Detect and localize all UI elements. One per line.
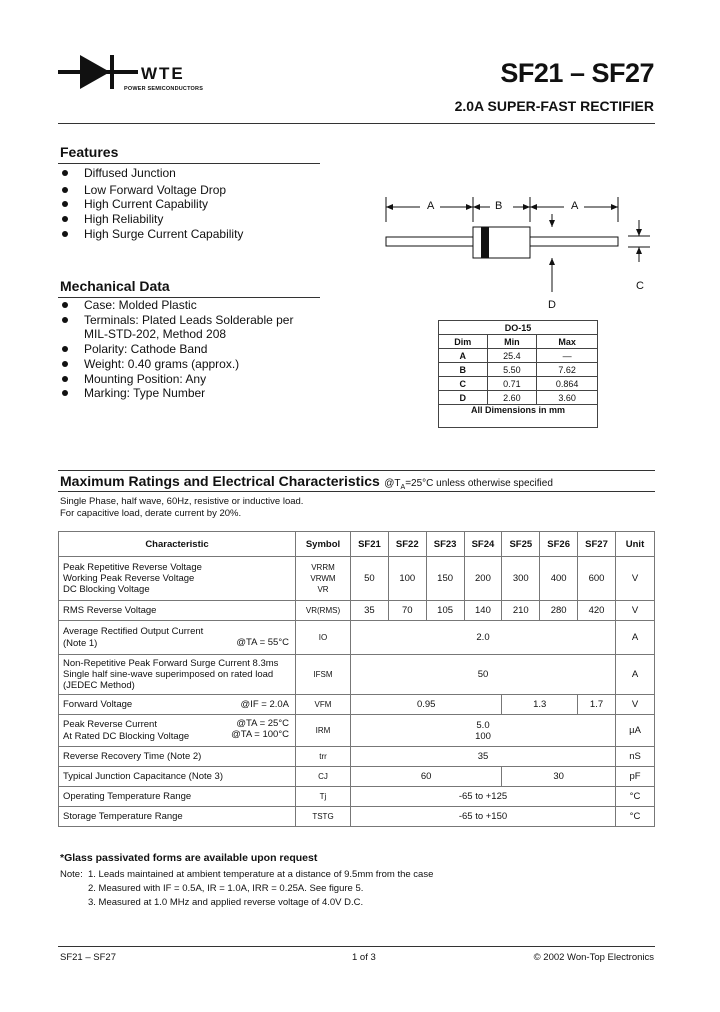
dim-table-title: DO-15 [439,321,598,335]
dim-cell: 7.62 [537,363,598,377]
condition-text: @TA = 100°C [231,729,289,740]
dim-cell: D [439,391,488,405]
dim-cell: 5.50 [487,363,537,377]
mechanical-title: Mechanical Data [60,278,170,294]
value-cell: 1.7 [578,695,616,715]
dim-header: Max [537,335,598,349]
characteristic-cell: Typical Junction Capacitance (Note 3) [59,767,296,787]
header-rule [58,123,655,124]
ratings-note-1: Single Phase, half wave, 60Hz, resistive or inductive load. [60,496,304,507]
lead-right [530,237,618,246]
table-row [439,349,598,363]
ratings-note-2: For capacitive load, derate current by 20%. [60,508,242,519]
condition-text: @IF = 2.0A [240,698,289,710]
table-row [439,377,598,391]
dim-table-footer: All Dimensions in mm [439,405,598,428]
value-cell: 50 [351,557,389,601]
value-cell [351,715,616,747]
cell-line: DC Blocking Voltage [63,584,150,596]
value-cell: 200 [464,557,502,601]
list-item: High Reliability [60,212,243,227]
table-row [59,747,655,767]
dim-label-a-right: A [571,200,579,212]
list-item: Weight: 0.40 grams (approx.) [60,357,293,372]
table-row [59,807,655,827]
cell-line: Working Peak Reverse Voltage [63,572,195,584]
page-title: SF21 – SF27 [500,58,654,88]
unit-cell: V [616,557,655,601]
lead-left [386,237,473,246]
note-label: Note: [60,869,83,880]
cell-line: Peak Reverse Current [63,719,157,731]
list-item: Diffused Junction [60,166,243,181]
unit-cell: nS [616,747,655,767]
list-item: High Current Capability [60,197,243,212]
condition-text: @TA = 25°C [236,718,289,729]
table-row [59,601,655,621]
note-2: 2. Measured with IF = 0.5A, IR = 1.0A, IRR = 0.25A. See figure 5. [88,883,364,894]
cond-sub: A [400,484,406,491]
value-cell: 1.3 [502,695,578,715]
list-item: High Surge Current Capability [60,227,243,242]
col-header: Characteristic [59,532,296,557]
col-header: SF25 [502,532,540,557]
col-header: Unit [616,532,655,557]
col-header: SF24 [464,532,502,557]
characteristic-cell: Reverse Recovery Time (Note 2) [59,747,296,767]
features-rule [58,163,320,164]
cell-line: VR [317,585,329,594]
value-cell: -65 to +125 [351,787,616,807]
ratings-heading [60,473,553,491]
features-title: Features [60,144,119,160]
table-header-row [59,532,655,557]
table-row [439,363,598,377]
value-cell: -65 to +150 [351,807,616,827]
cell-line: Peak Repetitive Reverse Voltage [63,561,202,573]
dim-label-c: C [636,280,644,292]
list-item: Mounting Position: Any [60,372,293,387]
note-3: 3. Measured at 1.0 MHz and applied reverse voltage of 4.0V D.C. [88,897,364,908]
value-cell: 400 [540,557,578,601]
cond-pre: @T [384,478,401,489]
symbol-cell: IFSM [296,655,351,695]
value-cell: 140 [464,601,502,621]
value-cell: 600 [578,557,616,601]
value-cell: 60 [351,767,502,787]
symbol-cell: trr [296,747,351,767]
characteristic-cell [59,621,296,655]
unit-cell: °C [616,787,655,807]
dim-label-b: B [495,200,503,212]
cell-line: (Note 1) [63,637,98,649]
features-list [60,166,243,242]
ratings-top-rule [58,470,655,471]
table-row [59,621,655,655]
col-header: Symbol [296,532,351,557]
cond-post: =25°C unless otherwise specified [405,478,553,489]
dim-cell: 0.864 [537,377,598,391]
unit-cell: pF [616,767,655,787]
cell-line: Single half sine-wave superimposed on rated load [63,668,274,680]
characteristic-cell [59,557,296,601]
value-cell: 30 [502,767,616,787]
dim-header: Dim [439,335,488,349]
mechanical-list [60,298,293,401]
unit-cell: °C [616,807,655,827]
table-row [59,655,655,695]
table-row [59,767,655,787]
symbol-cell: CJ [296,767,351,787]
dim-cell: 25.4 [487,349,537,363]
unit-cell: V [616,601,655,621]
symbol-cell [296,557,351,601]
brand-subtitle: POWER SEMICONDUCTORS [124,86,204,92]
dim-cell: B [439,363,488,377]
list-item: Polarity: Cathode Band [60,342,293,357]
characteristic-cell: Storage Temperature Range [59,807,296,827]
value-cell: 2.0 [351,621,616,655]
value-cell: 35 [351,601,389,621]
dimension-table [438,320,598,428]
characteristic-cell [59,655,296,695]
dim-cell: 3.60 [537,391,598,405]
value-cell: 105 [426,601,464,621]
cell-line: Non-Repetitive Peak Forward Surge Current 8.3ms [63,657,279,669]
value-cell: 35 [351,747,616,767]
table-row [59,787,655,807]
ratings-condition [384,478,553,489]
package-outline-diagram [380,192,670,322]
value-cell: 70 [388,601,426,621]
table-row [59,557,655,601]
table-row [59,715,655,747]
cathode-band [481,227,489,258]
col-header: SF27 [578,532,616,557]
value-cell: 150 [426,557,464,601]
cell-line: VRWM [310,574,336,583]
footer-rule [58,946,655,947]
cell-line: Average Rectified Output Current [63,626,204,638]
dim-cell: C [439,377,488,391]
characteristic-cell [59,715,296,747]
ratings-table [58,531,655,827]
cell-line: VRRM [311,563,335,572]
footer-copyright: © 2002 Won-Top Electronics [533,952,654,963]
value-cell: 50 [351,655,616,695]
dim-label-d: D [548,299,556,311]
symbol-cell: VFM [296,695,351,715]
brand-name: WTE [141,64,185,83]
symbol-cell: VR(RMS) [296,601,351,621]
unit-cell: A [616,621,655,655]
dim-label-a: A [427,200,435,212]
unit-cell: V [616,695,655,715]
list-item: MIL-STD-202, Method 208 [84,327,227,342]
cell-line: Forward Voltage [63,698,133,710]
dim-cell: — [537,349,598,363]
dim-header: Min [487,335,537,349]
col-header: SF26 [540,532,578,557]
value-cell: 100 [388,557,426,601]
dim-cell: A [439,349,488,363]
col-header: SF22 [388,532,426,557]
symbol-cell: Tj [296,787,351,807]
list-item: Case: Molded Plastic [60,298,293,313]
condition-text: @TA = 55°C [236,636,289,648]
value-cell: 210 [502,601,540,621]
dim-cell: 2.60 [487,391,537,405]
cell-line: 100 [475,730,491,742]
page-subtitle: 2.0A SUPER-FAST RECTIFIER [454,98,654,114]
symbol-cell: IO [296,621,351,655]
col-header: SF23 [426,532,464,557]
list-item: Marking: Type Number [60,386,293,401]
note-1: 1. Leads maintained at ambient temperature at a distance of 9.5mm from the case [88,869,434,880]
table-row [59,695,655,715]
characteristic-cell [59,695,296,715]
cell-line: 5.0 [476,719,490,731]
cell-line: At Rated DC Blocking Voltage [63,730,190,742]
dim-cell: 0.71 [487,377,537,391]
unit-cell: A [616,655,655,695]
symbol-cell: TSTG [296,807,351,827]
value-cell: 0.95 [351,695,502,715]
col-header: SF21 [351,532,389,557]
cell-line: (JEDEC Method) [63,680,135,692]
list-item: Terminals: Plated Leads Solderable per [60,313,293,328]
footer-part-range: SF21 – SF27 [60,952,116,963]
characteristic-cell: RMS Reverse Voltage [59,601,296,621]
value-cell: 300 [502,557,540,601]
value-cell: 420 [578,601,616,621]
value-cell: 280 [540,601,578,621]
ratings-bottom-rule [58,491,655,492]
ratings-title: Maximum Ratings and Electrical Characteristics [60,473,380,489]
characteristic-cell: Operating Temperature Range [59,787,296,807]
table-row [439,391,598,405]
symbol-cell: IRM [296,715,351,747]
footer-page-number: 1 of 3 [352,952,376,963]
brand-logo [58,52,208,97]
unit-cell: µA [616,715,655,747]
list-item: Low Forward Voltage Drop [60,183,243,198]
glass-passivated-note: *Glass passivated forms are available upon request [60,852,318,864]
